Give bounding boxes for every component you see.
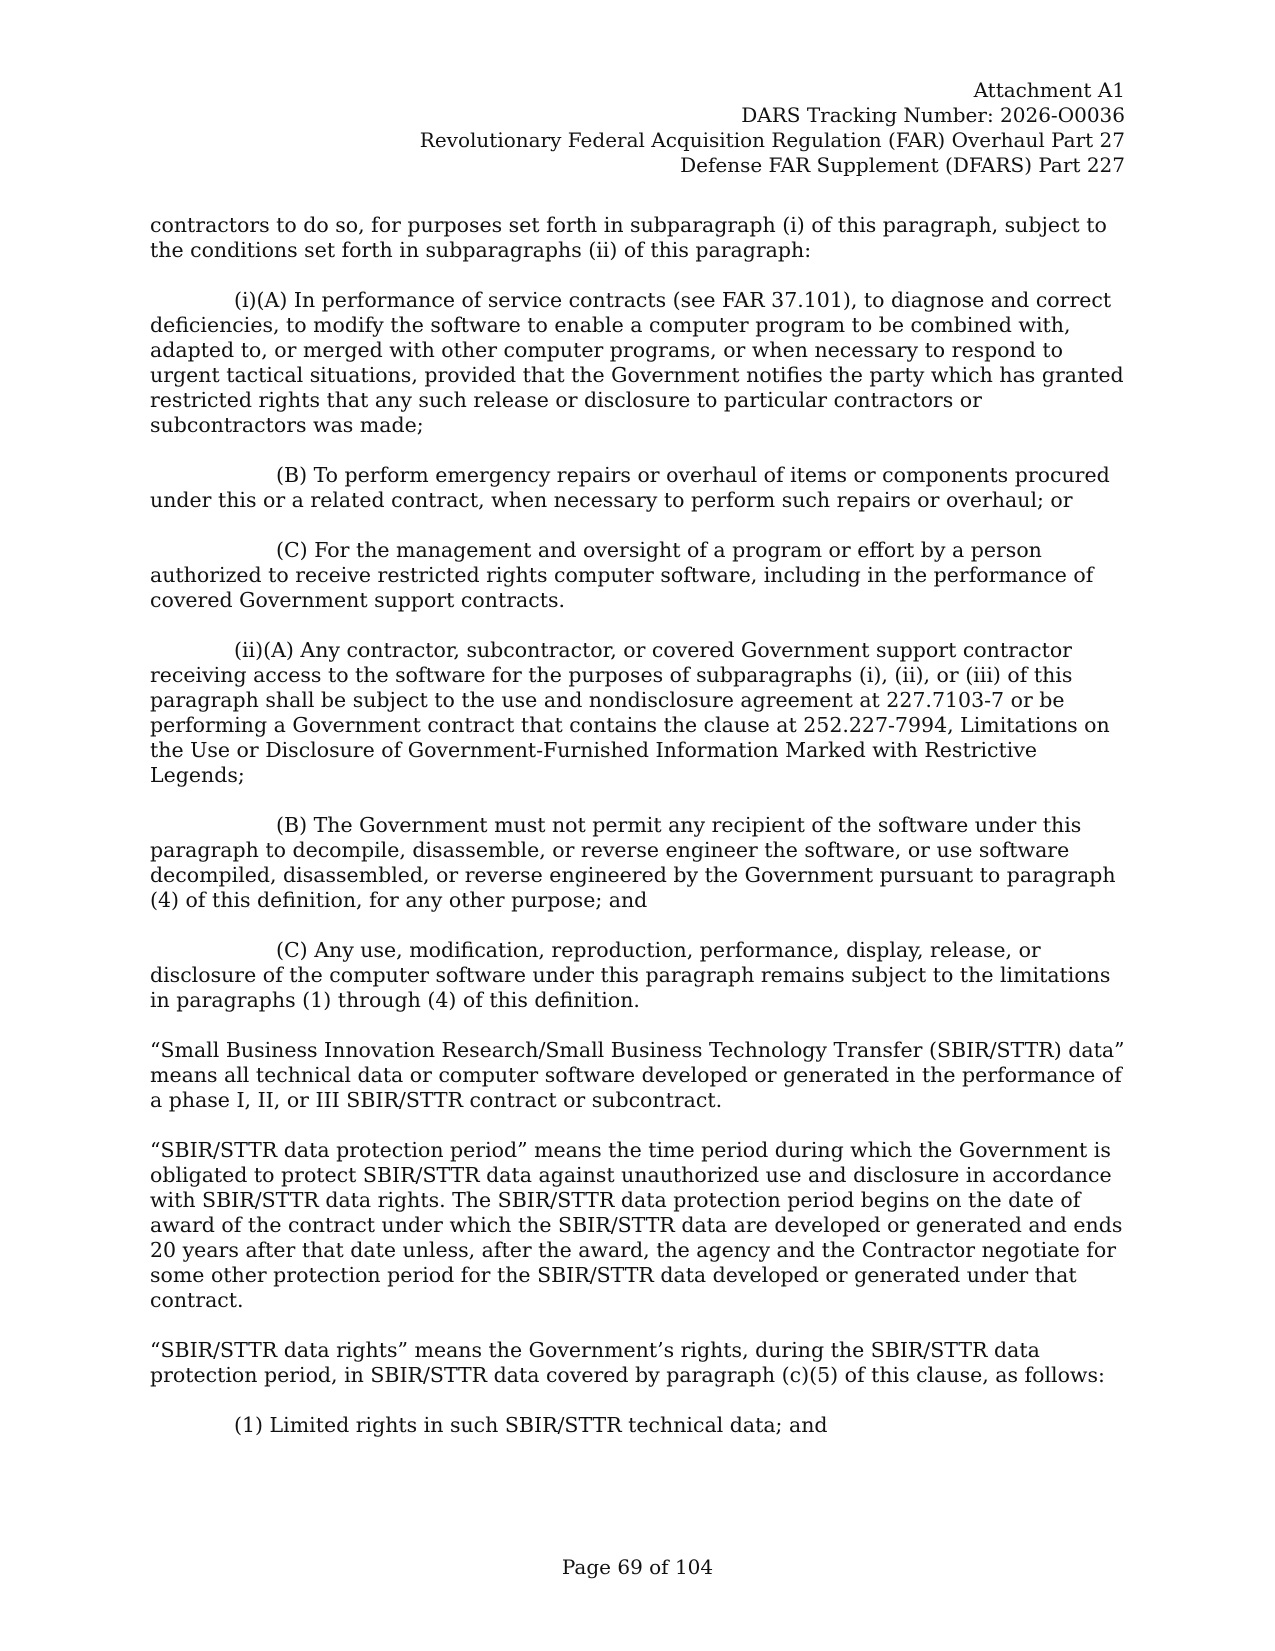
document-body [150, 213, 1125, 1463]
page-number: Page 69 of 104 [561, 1555, 714, 1579]
paragraph-ii-a: (ii)(A) Any contractor, subcontractor, or covered Government support contractor receiving access to the software for the purposes of subparagraphs (i), (ii), or (iii) of this paragraph shall be subject to the use and nondisclosure agreement at 227.7103-7 or be performing a Government contract that contains the clause at 252.227-7994, Limitations on the Use or Disclosure of Government-Furnished Information Marked with Restrictive Legends; [150, 638, 1110, 787]
paragraph-ii-c: (C) Any use, modification, reproduction, performance, display, release, or disclosure of the computer software under this paragraph remains subject to the limitations in paragraphs (1) through (4) of this definition. [150, 938, 1111, 1012]
header-far-part: Revolutionary Federal Acquisition Regulation (FAR) Overhaul Part 27 [419, 128, 1125, 152]
definition-data-rights: “SBIR/STTR data rights” means the Government’s rights, during the SBIR/STTR data protection period, in SBIR/STTR data covered by paragraph (c)(5) of this clause, as follows: [150, 1338, 1105, 1387]
header-dfars-part: Defense FAR Supplement (DFARS) Part 227 [680, 153, 1125, 177]
paragraph-i-b: (B) To perform emergency repairs or overhaul of items or components procured under this or a related contract, when necessary to perform such repairs or overhaul; or [150, 463, 1110, 512]
paragraph-i-c: (C) For the management and oversight of a program or effort by a person authorized to receive restricted rights computer software, including in the performance of covered Government support contracts. [150, 538, 1094, 612]
definition-protection-period: “SBIR/STTR data protection period” means the time period during which the Government is obligated to protect SBIR/STTR data against unauthorized use and disclosure in accordance with SBIR/STTR data rights. The SBIR/STTR data protection period begins on the date of award of the contract under which the SBIR/STTR data are developed or generated and ends 20 years after that date unless, after the award, the agency and the Contractor negotiate for some other protection period for the SBIR/STTR data developed or generated under that contract. [150, 1138, 1123, 1312]
definition-sbir-sttr-data: “Small Business Innovation Research/Small Business Technology Transfer (SBIR/STTR) data” means all technical data or computer software developed or generated in the performance of a phase I, II, or III SBIR/STTR contract or subcontract. [150, 1038, 1125, 1112]
paragraph-ii-b: (B) The Government must not permit any recipient of the software under this paragraph to decompile, disassemble, or reverse engineer the software, or use software decompiled, disassembled, or reverse engineered by the Government pursuant to paragraph (4) of this definition, for any other purpose; and [150, 813, 1116, 912]
page-header [420, 78, 1125, 178]
header-attachment: Attachment A1 [973, 78, 1125, 102]
list-item-1: (1) Limited rights in such SBIR/STTR technical data; and [234, 1413, 828, 1437]
paragraph-continuation: contractors to do so, for purposes set forth in subparagraph (i) of this paragraph, subject to the conditions set forth in subparagraphs (ii) of this paragraph: [150, 213, 1107, 262]
paragraph-i-a: (i)(A) In performance of service contracts (see FAR 37.101), to diagnose and correct deficiencies, to modify the software to enable a computer program to be combined with, adapted to, or merged with other computer programs, or when necessary to respond to urgent tactical situations, provided that the Government notifies the party which has granted restricted rights that any such release or disclosure to particular contractors or subcontractors was made; [150, 288, 1124, 437]
header-tracking-number: DARS Tracking Number: 2026-O0036 [741, 103, 1125, 127]
